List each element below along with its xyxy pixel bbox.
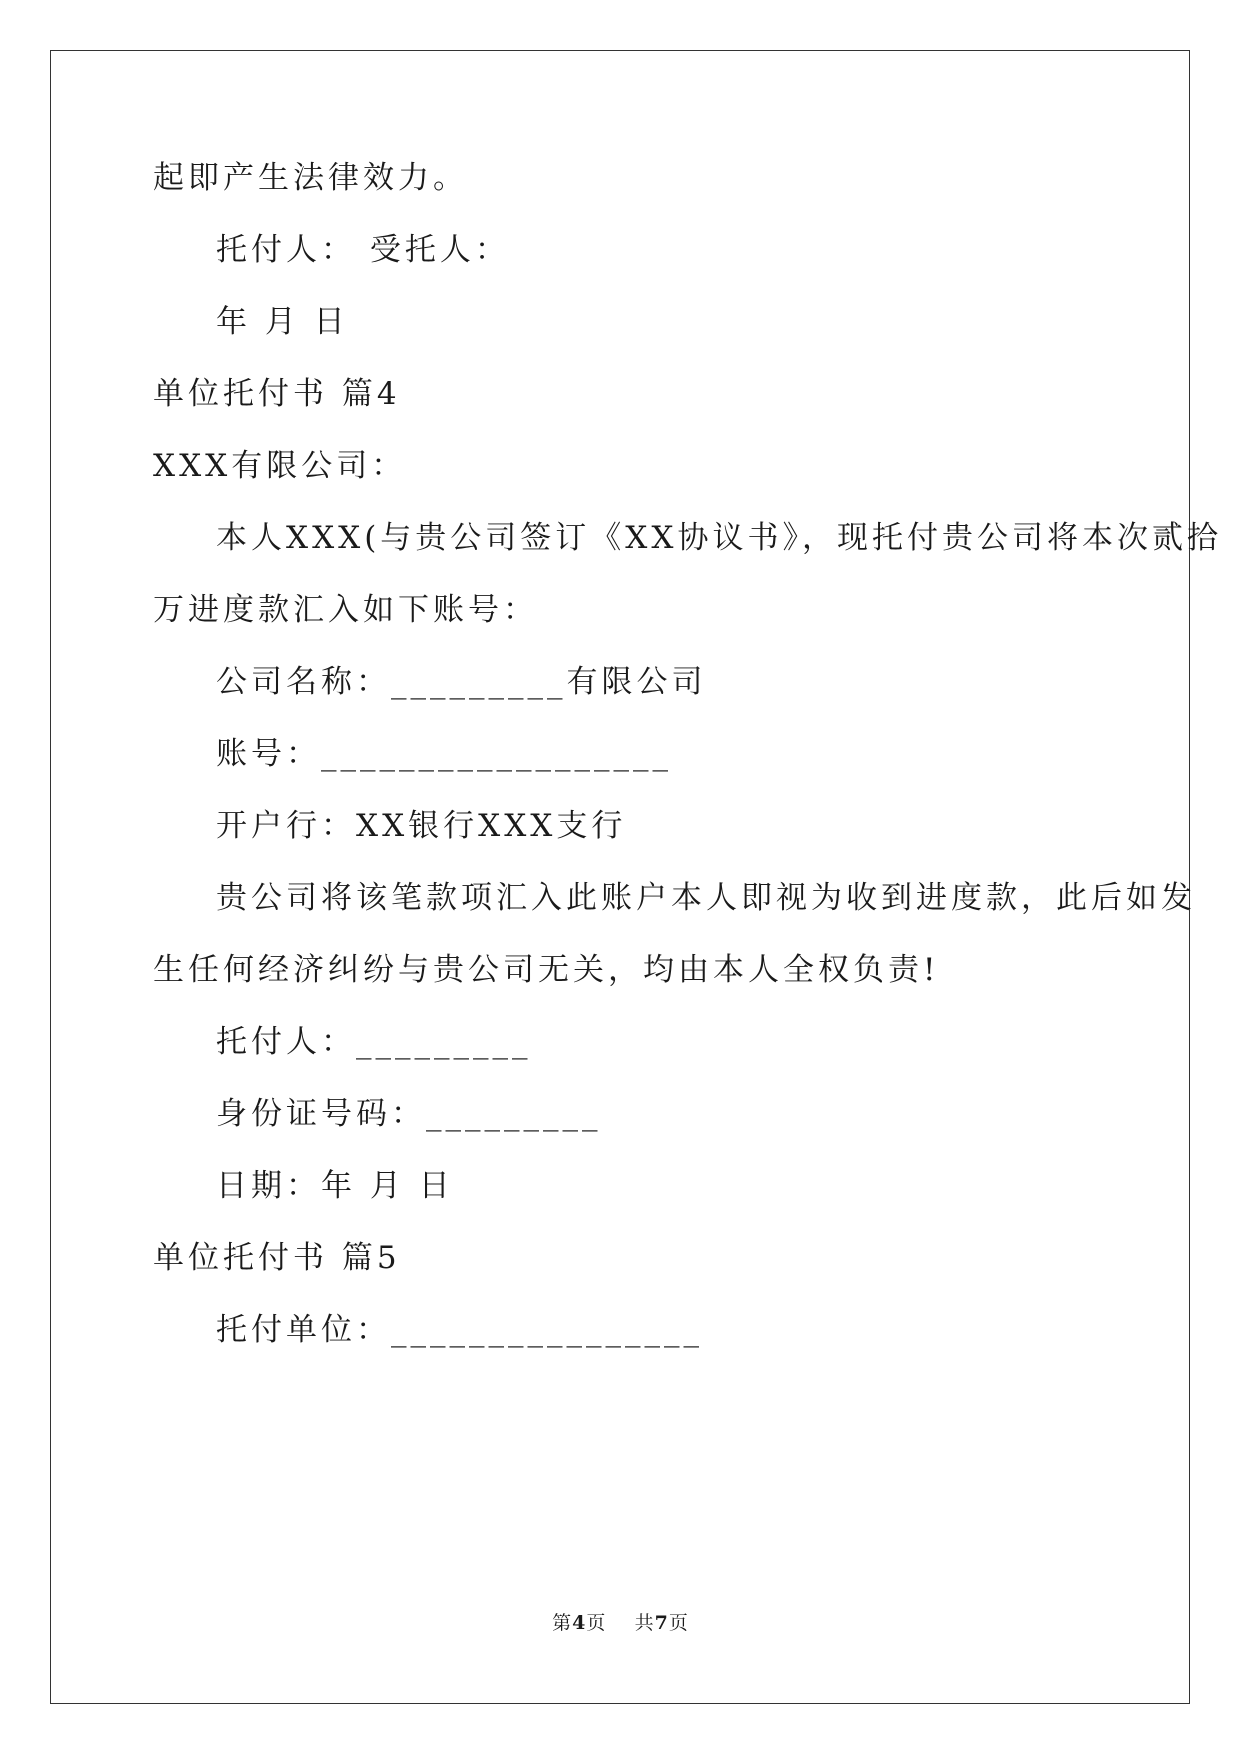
- text-line-body-4: 生任何经济纠纷与贵公司无关，均由本人全权负责!: [153, 952, 940, 988]
- text-line-id-number: 身份证号码：_________: [216, 1096, 602, 1132]
- text-line-body-1: 本人XXX(与贵公司签订《XX协议书》，现托付贵公司将本次贰拾: [216, 520, 1222, 556]
- text-line-company-name: 公司名称：_________有限公司: [216, 664, 707, 700]
- footer-middle: 页 共: [586, 1612, 655, 1634]
- section-heading-4: 单位托付书 篇4: [153, 376, 401, 412]
- text-line-signatories: 托付人： 受托人：: [216, 232, 510, 268]
- text-line-entrusting-unit: 托付单位：________________: [216, 1312, 703, 1348]
- text-line-addressee: XXX有限公司：: [153, 448, 407, 484]
- text-line-body-2: 万进度款汇入如下账号：: [153, 592, 538, 628]
- page-frame: [50, 50, 1190, 1704]
- text-line-effect: 起即产生法律效力。: [153, 160, 468, 196]
- text-line-principal: 托付人：_________: [216, 1024, 532, 1060]
- section-heading-5: 单位托付书 篇5: [153, 1240, 401, 1276]
- text-line-date: 年 月 日: [216, 304, 349, 340]
- text-line-bank: 开户行：XX银行XXX支行: [216, 808, 627, 844]
- footer-current-page: 4: [572, 1612, 587, 1634]
- text-line-body-3: 贵公司将该笔款项汇入此账户本人即视为收到进度款，此后如发: [216, 880, 1196, 916]
- footer-prefix: 第: [552, 1612, 573, 1634]
- page-footer: [0, 1608, 1241, 1635]
- text-line-account: 账号：__________________: [216, 736, 672, 772]
- text-line-date-2: 日期：年 月 日: [216, 1168, 454, 1204]
- footer-total-pages: 7: [654, 1612, 669, 1634]
- footer-suffix: 页: [668, 1612, 689, 1634]
